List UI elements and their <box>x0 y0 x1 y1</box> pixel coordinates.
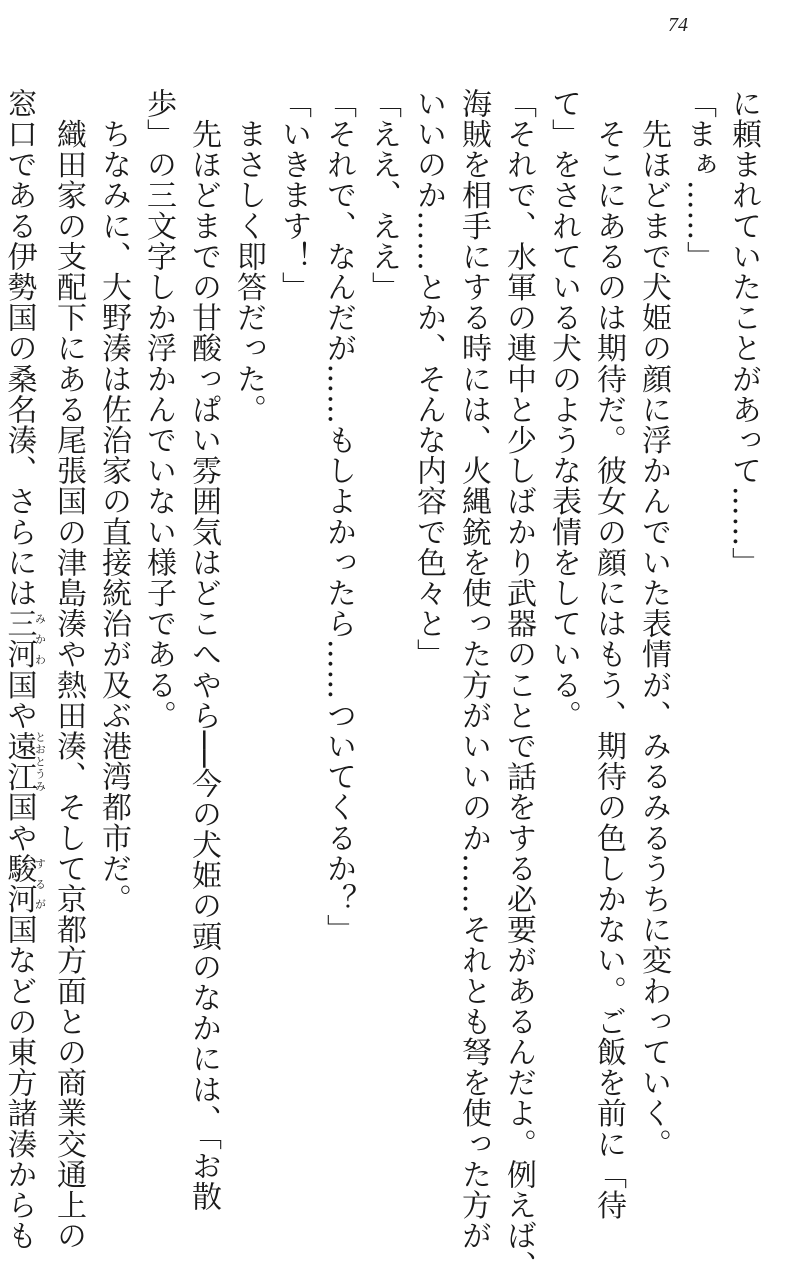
ruby-annotation: 遠江とおとうみ <box>1 730 47 792</box>
ruby-annotation: 駿河するが <box>1 853 47 915</box>
text-line-with-ruby: 窓口である伊勢国の桑名湊、さらには三河みかわ国や遠江とおとうみ国や駿河するが国などの東方諸湊からも <box>1 88 47 1251</box>
vertical-text-block <box>0 88 766 1281</box>
text-line: て」をされている犬のような表情をしている。 <box>546 88 581 731</box>
ruby-reading: とおとうみ <box>33 730 47 792</box>
text-line: に頼まれていたことがあって……」 <box>726 88 761 578</box>
ruby-annotation: 三河みかわ <box>1 608 47 670</box>
ruby-reading: するが <box>33 853 47 915</box>
text-line: 織田家の支配下にある尾張国の津島湊や熱田湊、そして京都方面との商業交通上の <box>51 88 86 1251</box>
text-line: 歩」の三文字しか浮かんでいない様子である。 <box>141 88 176 731</box>
text-line: 「いきます！」 <box>276 88 311 303</box>
text-line: 「それで、なんだが……もしよかったら……ついてくるか？」 <box>321 88 356 945</box>
text-line: そこにあるのは期待だ。彼女の顔にはもう、期待の色しかない。ご飯を前に「待 <box>591 88 626 1221</box>
ruby-reading: みかわ <box>33 608 47 670</box>
text-line: 先ほどまでの甘酸っぱい雰囲気はどこへやら──今の犬姫の頭のなかには、「お散 <box>186 88 221 1212</box>
text-line: 「まぁ……」 <box>681 88 716 272</box>
text-line: ちなみに、大野湊は佐治家の直接統治が及ぶ港湾都市だ。 <box>96 88 131 915</box>
page-number: 74 <box>668 14 688 36</box>
text-line: 「ええ、ええ」 <box>366 88 401 303</box>
text-line: 海賊を相手にする時には、火縄銃を使った方がいいのか……それとも弩を使った方が <box>456 88 491 1251</box>
text-line: まさしく即答だった。 <box>231 88 266 425</box>
text-line: 先ほどまで犬姫の顔に浮かんでいた表情が、みるみるうちに変わっていく。 <box>636 88 671 1159</box>
text-line: 「それで、水軍の連中と少しばかり武器のことで話をする必要があるんだよ。例えば、 <box>501 88 536 1281</box>
text-line: いいのか……とか、そんな内容で色々と」 <box>411 88 446 670</box>
